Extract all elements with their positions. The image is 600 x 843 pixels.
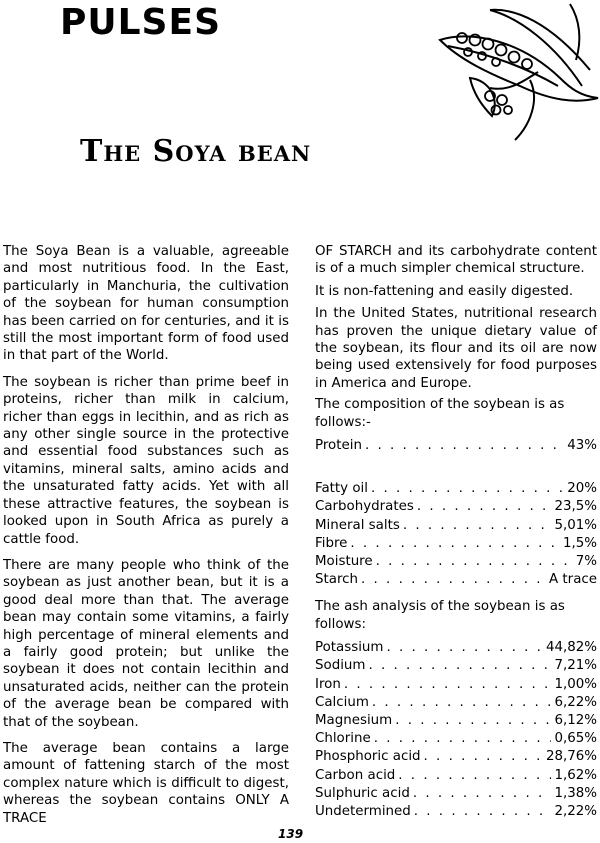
paragraph: There are many people who think of the soybean as just another bean, but it is a good deal more than that. The average bean may contain some vitamins, a fairly high percentage of mineral elements and a fairly good protein; but unlike the soybean it does not contain lecithin and unsaturated acids, neither can the protein of the average bean be compared with that of the soybean. — [3, 557, 289, 730]
item-name: Protein — [315, 438, 362, 454]
leader-dots — [365, 437, 564, 454]
leader-dots — [386, 639, 542, 656]
item-name: Phosphoric acid — [315, 749, 421, 765]
paragraph: It is non-fattening and easily digested. — [315, 283, 574, 299]
composition-row — [315, 535, 597, 553]
item-value: 28,76% — [545, 749, 597, 765]
item-name: Iron — [315, 676, 341, 692]
item-value: 7% — [575, 554, 597, 569]
item-value: 2,22% — [554, 803, 597, 819]
item-name: Calcium — [315, 694, 369, 710]
ash-list — [315, 639, 597, 821]
ash-row — [315, 730, 597, 748]
item-value: 1,5% — [562, 535, 597, 551]
item-value: A trace — [549, 572, 597, 588]
ash-row — [315, 748, 597, 766]
item-name: Mineral salts — [315, 517, 400, 533]
ash-row — [315, 676, 597, 694]
leader-dots — [424, 748, 543, 765]
ash-row — [315, 657, 597, 675]
composition-intro: The composition of the soybean is as follows:- — [315, 397, 565, 430]
ash-row — [315, 712, 597, 730]
item-name: Chlorine — [315, 731, 371, 747]
composition-row — [315, 437, 597, 455]
composition-row — [315, 480, 597, 498]
item-name: Carbohydrates — [315, 499, 414, 515]
ash-intro: The ash analysis of the soybean is as follows: — [315, 599, 565, 632]
ash-row — [315, 694, 597, 712]
paragraph: The average bean contains a large amount of fattening starch of the most complex nature which is difficult to digest, whereas the soybean contains ONLY A TRACE — [3, 740, 289, 826]
item-value: 23,5% — [554, 499, 597, 515]
item-name: Fibre — [315, 535, 348, 551]
item-value: 44,82% — [545, 640, 597, 656]
item-value: 1,38% — [554, 785, 597, 801]
item-value: 6,12% — [554, 712, 597, 728]
leader-dots — [372, 694, 552, 711]
composition-row — [315, 498, 597, 516]
leader-dots — [417, 498, 552, 515]
item-name: Sulphuric acid — [315, 785, 410, 801]
item-name: Potassium — [315, 640, 384, 656]
leader-dots — [413, 785, 552, 802]
leader-dots — [368, 657, 551, 674]
pea-pod-illustration — [430, 0, 600, 145]
paragraph: In the United States, nutritional research has proven the unique dietary value of the soybean, its flour and its oil are now being used extensively for food purposes in America and Europe. — [315, 306, 597, 391]
item-value: 6,22% — [554, 694, 597, 710]
item-name: Fatty oil — [315, 481, 368, 497]
composition-row — [315, 553, 597, 571]
item-name: Sodium — [315, 658, 366, 674]
item-value: 1,62% — [554, 767, 597, 783]
item-name: Moisture — [315, 554, 373, 569]
page-number: 139 — [278, 827, 304, 841]
composition-row — [315, 571, 597, 589]
item-value: 43% — [567, 438, 597, 454]
paragraph: OF STARCH and its carbohydrate content is of a much simpler chemical structure. — [315, 244, 597, 277]
item-name: Starch — [315, 572, 359, 588]
ash-row — [315, 803, 597, 821]
composition-row — [315, 517, 597, 535]
leader-dots — [350, 535, 560, 552]
leader-dots — [344, 676, 552, 693]
section-title: PULSES — [60, 2, 222, 43]
item-name: Carbon acid — [315, 767, 396, 783]
article-title: The Soya bean — [80, 134, 312, 169]
leader-dots — [398, 767, 551, 784]
item-name: Undetermined — [315, 803, 411, 819]
right-column — [315, 243, 597, 821]
leader-dots — [403, 517, 552, 534]
paragraph: The Soya Bean is a valuable, agreeable and most nutritious food. In the East, particularly in Manchuria, the cultivation of the soybean for human consumption has been carried on for centuries, and it is still the most important form of food used in that part of the World. — [3, 244, 289, 364]
leader-dots — [371, 480, 564, 497]
leader-dots — [414, 803, 552, 820]
leader-dots — [374, 730, 552, 747]
paragraph: The soybean is richer than prime beef in proteins, richer than milk in calcium, richer than eggs in lecithin, and as rich as any other single source in the protective and essential food substances such as vitamins, mineral salts, amino acids and the unsaturated fatty acids. Yet with all these attractive features, the soybean is looked upon in South Africa as purely a cattle food. — [3, 374, 289, 547]
leader-dots — [395, 712, 551, 729]
spacer — [315, 455, 597, 480]
ash-row — [315, 785, 597, 803]
composition-list — [315, 480, 597, 589]
item-value: 1,00% — [554, 676, 597, 692]
item-value: 0,65% — [554, 731, 597, 747]
ash-row — [315, 639, 597, 657]
leader-dots — [376, 553, 573, 570]
item-name: Magnesium — [315, 712, 393, 728]
ash-row — [315, 767, 597, 785]
item-value: 20% — [567, 481, 597, 497]
item-value: 7,21% — [554, 658, 597, 674]
leader-dots — [361, 571, 546, 588]
left-column — [3, 243, 289, 836]
item-value: 5,01% — [554, 517, 597, 533]
